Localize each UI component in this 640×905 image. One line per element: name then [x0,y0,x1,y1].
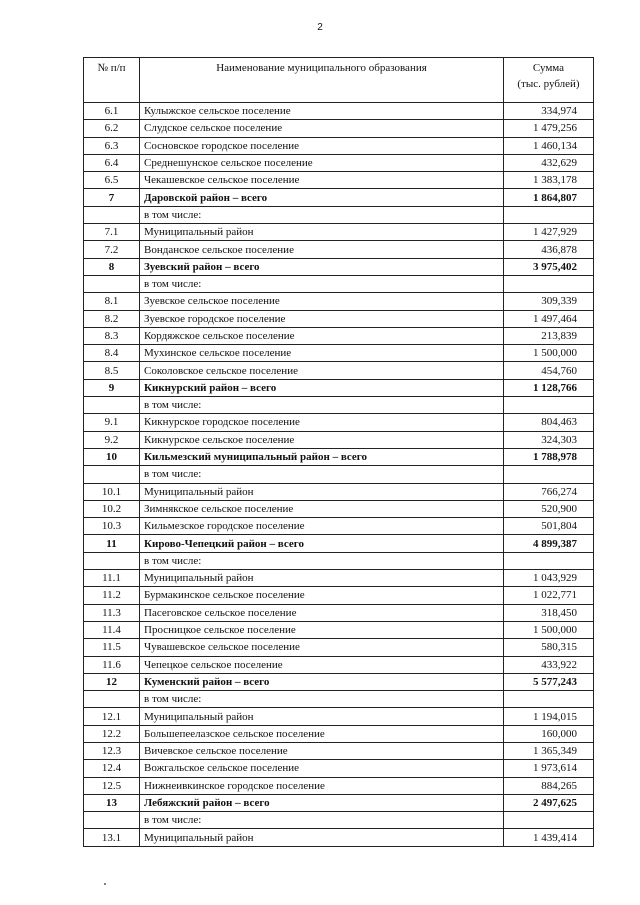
row-number: 9 [84,379,140,396]
row-number: 8.1 [84,293,140,310]
row-number: 11.4 [84,621,140,638]
row-number [84,812,140,829]
row-sum: 213,839 [504,327,594,344]
table-row [84,621,594,638]
table-row [84,154,594,171]
row-number: 8 [84,258,140,275]
table-row [84,397,594,414]
table-row [84,345,594,362]
row-sum: 520,900 [504,500,594,517]
row-number: 7.2 [84,241,140,258]
row-sum: 432,629 [504,154,594,171]
row-name: в том числе: [140,206,504,223]
row-sum: 1 194,015 [504,708,594,725]
row-number: 6.4 [84,154,140,171]
row-sum: 884,265 [504,777,594,794]
row-sum: 1 128,766 [504,379,594,396]
table-row [84,725,594,742]
row-number: 11.2 [84,587,140,604]
row-name: Муниципальный район [140,708,504,725]
row-name: в том числе: [140,275,504,292]
row-name: Чекашевское сельское поселение [140,172,504,189]
table-row-total [84,379,594,396]
row-number: 6.5 [84,172,140,189]
table-row [84,310,594,327]
allocation-table [83,57,594,847]
row-number: 11.5 [84,639,140,656]
row-sum [504,466,594,483]
table-row-total [84,258,594,275]
row-number [84,466,140,483]
table-row [84,518,594,535]
row-name: Чепецкое сельское поселение [140,656,504,673]
row-number: 10.1 [84,483,140,500]
row-name: Даровской район – всего [140,189,504,206]
table-row [84,327,594,344]
table-row-total [84,189,594,206]
row-sum [504,206,594,223]
table-row [84,760,594,777]
row-name: Вичевское сельское поселение [140,742,504,759]
row-sum: 1 043,929 [504,570,594,587]
row-number: 6.3 [84,137,140,154]
table-row-total [84,673,594,690]
table-row [84,552,594,569]
row-sum: 5 577,243 [504,673,594,690]
row-number: 6.1 [84,103,140,120]
table-row [84,570,594,587]
row-number: 12.4 [84,760,140,777]
row-number: 10 [84,448,140,465]
row-name: Зуевское городское поселение [140,310,504,327]
row-name: в том числе: [140,397,504,414]
row-sum: 1 864,807 [504,189,594,206]
row-sum [504,275,594,292]
row-sum: 454,760 [504,362,594,379]
row-number: 9.1 [84,414,140,431]
row-number: 8.3 [84,327,140,344]
table-header-row [84,58,594,103]
table-row [84,275,594,292]
row-sum: 1 500,000 [504,345,594,362]
row-number: 11 [84,535,140,552]
row-number [84,206,140,223]
row-number: 8.2 [84,310,140,327]
header-sum-line2: (тыс. рублей) [517,78,580,90]
row-number: 12.2 [84,725,140,742]
row-number [84,691,140,708]
row-number: 9.2 [84,431,140,448]
table-row [84,587,594,604]
row-name: Зимнякское сельское поселение [140,500,504,517]
row-number: 6.2 [84,120,140,137]
row-name: Кильмезское городское поселение [140,518,504,535]
row-number: 8.4 [84,345,140,362]
row-name: Кикнурское сельское поселение [140,431,504,448]
table-row [84,137,594,154]
row-sum [504,812,594,829]
header-name: Наименование муниципального образования [140,58,504,103]
row-sum: 1 788,978 [504,448,594,465]
row-sum: 804,463 [504,414,594,431]
row-name: Муниципальный район [140,483,504,500]
row-number: 10.3 [84,518,140,535]
table-row [84,241,594,258]
table-row [84,812,594,829]
row-name: Вожгальское сельское поселение [140,760,504,777]
row-sum: 1 383,178 [504,172,594,189]
row-name: Мухинское сельское поселение [140,345,504,362]
row-name: Куменский район – всего [140,673,504,690]
row-name: Кирово-Чепецкий район – всего [140,535,504,552]
row-name: Зуевский район – всего [140,258,504,275]
row-sum: 324,303 [504,431,594,448]
row-name: Кильмезский муниципальный район – всего [140,448,504,465]
row-sum: 334,974 [504,103,594,120]
row-sum: 1 973,614 [504,760,594,777]
row-sum: 309,339 [504,293,594,310]
table-body [84,103,594,847]
scan-speck [104,883,106,885]
table-row [84,466,594,483]
row-number [84,397,140,414]
row-name: Лебяжский район – всего [140,794,504,811]
table-row [84,120,594,137]
row-sum: 1 460,134 [504,137,594,154]
row-sum: 4 899,387 [504,535,594,552]
row-number: 12.1 [84,708,140,725]
row-number: 11.6 [84,656,140,673]
row-sum: 318,450 [504,604,594,621]
table-row-total [84,535,594,552]
table-row [84,103,594,120]
table-row [84,414,594,431]
row-name: Бурмакинское сельское поселение [140,587,504,604]
table-row [84,500,594,517]
table-row [84,206,594,223]
table-row [84,224,594,241]
row-name: в том числе: [140,691,504,708]
row-number: 8.5 [84,362,140,379]
row-sum: 1 365,349 [504,742,594,759]
table-row [84,829,594,846]
table-row-total [84,794,594,811]
row-name: Большепеелазское сельское поселение [140,725,504,742]
row-sum: 1 479,256 [504,120,594,137]
row-name: Кикнурский район – всего [140,379,504,396]
table-row [84,172,594,189]
row-sum: 1 439,414 [504,829,594,846]
row-name: Муниципальный район [140,829,504,846]
row-sum: 160,000 [504,725,594,742]
page-number: 2 [317,22,323,33]
row-name: Соколовское сельское поселение [140,362,504,379]
row-name: Пасеговское сельское поселение [140,604,504,621]
header-sum [504,58,594,103]
row-sum [504,691,594,708]
row-sum [504,552,594,569]
table-row [84,708,594,725]
row-name: в том числе: [140,812,504,829]
row-sum: 766,274 [504,483,594,500]
table-row [84,777,594,794]
row-name: Вонданское сельское поселение [140,241,504,258]
row-name: Зуевское сельское поселение [140,293,504,310]
row-sum: 433,922 [504,656,594,673]
row-sum: 1 497,464 [504,310,594,327]
table-row [84,656,594,673]
row-number: 12.3 [84,742,140,759]
table-row [84,362,594,379]
row-name: Просницкое сельское поселение [140,621,504,638]
row-sum: 436,878 [504,241,594,258]
row-name: Слудское сельское поселение [140,120,504,137]
table-row [84,604,594,621]
row-name: Среднешунское сельское поселение [140,154,504,171]
table-row-total [84,448,594,465]
header-number: № п/п [84,58,140,103]
row-number [84,275,140,292]
header-sum-line1: Сумма [532,62,565,74]
table-row [84,431,594,448]
row-name: Кикнурское городское поселение [140,414,504,431]
row-sum: 501,804 [504,518,594,535]
row-number: 13 [84,794,140,811]
table-row [84,639,594,656]
row-number: 7.1 [84,224,140,241]
row-number: 12.5 [84,777,140,794]
row-name: Сосновское городское поселение [140,137,504,154]
table-row [84,691,594,708]
row-sum: 580,315 [504,639,594,656]
row-sum: 1 500,000 [504,621,594,638]
row-number: 11.1 [84,570,140,587]
row-name: Кордяжское сельское поселение [140,327,504,344]
row-name: в том числе: [140,466,504,483]
row-name: Кулыжское сельское поселение [140,103,504,120]
row-number: 10.2 [84,500,140,517]
table-row [84,483,594,500]
row-name: Муниципальный район [140,570,504,587]
row-number: 7 [84,189,140,206]
row-sum: 1 022,771 [504,587,594,604]
row-name: Нижнеивкинское городское поселение [140,777,504,794]
table-row [84,293,594,310]
row-number: 13.1 [84,829,140,846]
row-sum: 2 497,625 [504,794,594,811]
row-sum: 1 427,929 [504,224,594,241]
row-number [84,552,140,569]
row-name: Муниципальный район [140,224,504,241]
row-number: 12 [84,673,140,690]
row-number: 11.3 [84,604,140,621]
row-sum [504,397,594,414]
row-name: Чувашевское сельское поселение [140,639,504,656]
table-row [84,742,594,759]
row-name: в том числе: [140,552,504,569]
row-sum: 3 975,402 [504,258,594,275]
